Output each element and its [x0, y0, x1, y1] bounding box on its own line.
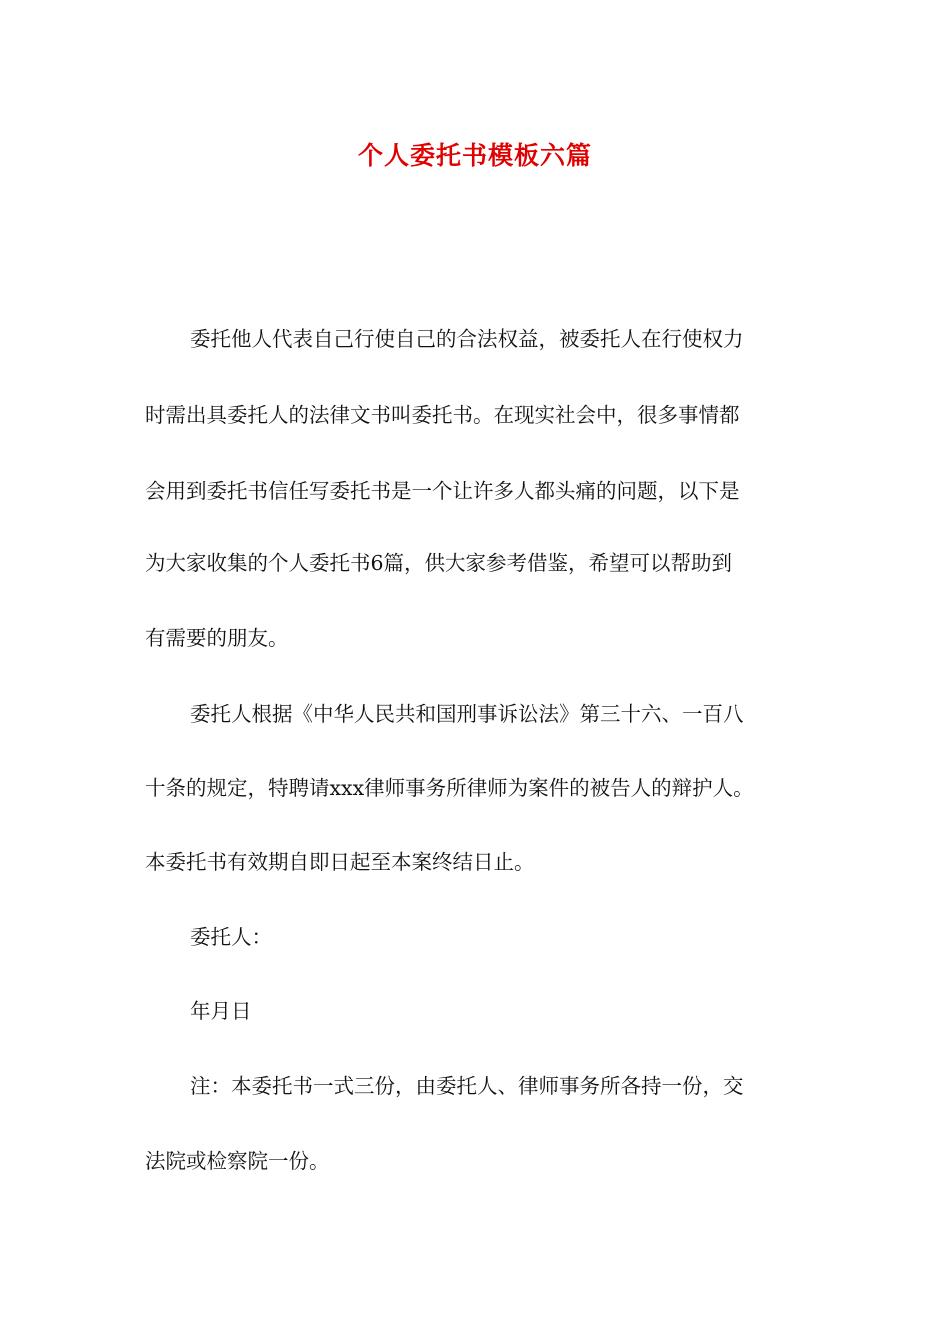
paragraph-line: 为大家收集的个人委托书6篇，供大家参考借鉴，希望可以帮助到: [145, 551, 733, 575]
date-line: 年月日: [190, 999, 252, 1023]
note-line: 注：本委托书一式三份，由委托人、律师事务所各持一份，交: [190, 1074, 744, 1098]
paragraph-line: 有需要的朋友。: [145, 626, 289, 650]
paragraph-line: 本委托书有效期自即日起至本案终结日止。: [145, 850, 535, 874]
paragraph-line: 时需出具委托人的法律文书叫委托书。在现实社会中，很多事情都: [145, 403, 740, 427]
paragraph-line: 会用到委托书信任写委托书是一个让许多人都头痛的问题，以下是: [145, 479, 740, 503]
paragraph-line: 十条的规定，特聘请xxx律师事务所律师为案件的被告人的辩护人。: [145, 776, 754, 800]
paragraph-line: 委托人根据《中华人民共和国刑事诉讼法》第三十六、一百八: [190, 702, 744, 726]
document-title: 个人委托书模板六篇: [357, 141, 592, 170]
note-line: 法院或检察院一份。: [145, 1149, 330, 1173]
paragraph-line: 委托他人代表自己行使自己的合法权益，被委托人在行使权力: [190, 327, 744, 351]
signature-label: 委托人：: [190, 925, 272, 949]
